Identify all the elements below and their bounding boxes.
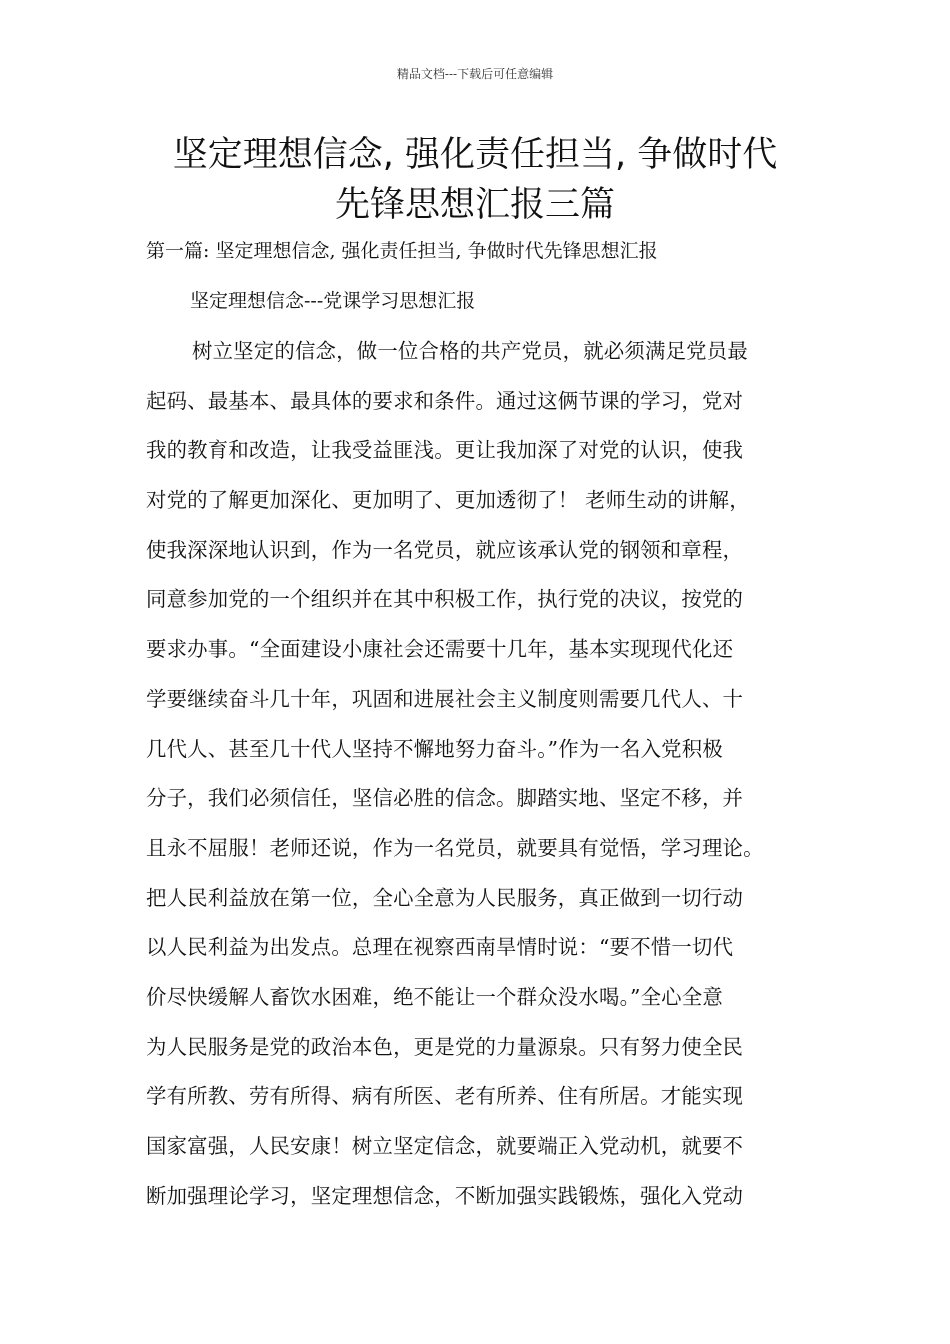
- section-subheading: 坚定理想信念---党课学习思想汇报: [190, 290, 476, 312]
- body-line: 分子，我们必须信任，坚信必胜的信念。脚踏实地、坚定不移，并: [146, 786, 744, 811]
- body-text: [146, 336, 836, 1230]
- body-line: 为人民服务是党的政治本色，更是党的力量源泉。只有努力使全民: [146, 1034, 744, 1059]
- body-line: 学要继续奋斗几十年，巩固和进展社会主义制度则需要几代人、十: [146, 686, 744, 711]
- body-line: 以人民利益为出发点。总理在视察西南旱情时说：“要不惜一切代: [146, 935, 734, 960]
- body-line: 树立坚定的信念，做一位合格的共产党员，就必须满足党员最: [192, 339, 748, 363]
- body-line: 对党的了解更加深化、更加明了、更加透彻了！ 老师生动的讲解，: [146, 488, 750, 513]
- body-line: 把人民利益放在第一位，全心全意为人民服务，真正做到一切行动: [146, 885, 744, 910]
- title-line-2: 先锋思想汇报三篇: [334, 185, 615, 225]
- body-line: 几代人、甚至几十代人坚持不懈地努力奋斗。”作为一名入党积极: [146, 736, 723, 761]
- body-line: 要求办事。“全面建设小康社会还需要十几年，基本实现现代化还: [146, 637, 734, 662]
- body-line: 学有所教、劳有所得、病有所医、老有所养、住有所居。才能实现: [146, 1084, 744, 1109]
- body-line: 国家富强，人民安康！树立坚定信念，就要端正入党动机，就要不: [146, 1134, 744, 1158]
- body-line: 同意参加党的一个组织并在其中积极工作，执行党的决议，按党的: [146, 587, 744, 612]
- document-title: [120, 130, 830, 230]
- page-header: 精品文档---下载后可任意编辑: [396, 67, 554, 81]
- body-line: 断加强理论学习，坚定理想信念，不断加强实践锻炼，强化入党动: [146, 1183, 744, 1208]
- body-line: 我的教育和改造，让我受益匪浅。更让我加深了对党的认识，使我: [146, 438, 744, 463]
- title-line-1: 坚定理想信念, 强化责任担当, 争做时代: [172, 135, 778, 175]
- body-line: 且永不屈服！老师还说，作为一名党员，就要具有觉悟，学习理论。: [146, 835, 764, 860]
- body-line: 起码、最基本、最具体的要求和条件。通过这俩节课的学习，党对: [146, 388, 744, 413]
- body-line: 价尽快缓解人畜饮水困难，绝不能让一个群众没水喝。”全心全意: [146, 984, 723, 1009]
- body-line: 使我深深地认识到，作为一名党员，就应该承认党的钢领和章程，: [146, 537, 744, 562]
- part-heading: 第一篇: 坚定理想信念, 强化责任担当, 争做时代先锋思想汇报: [146, 240, 658, 262]
